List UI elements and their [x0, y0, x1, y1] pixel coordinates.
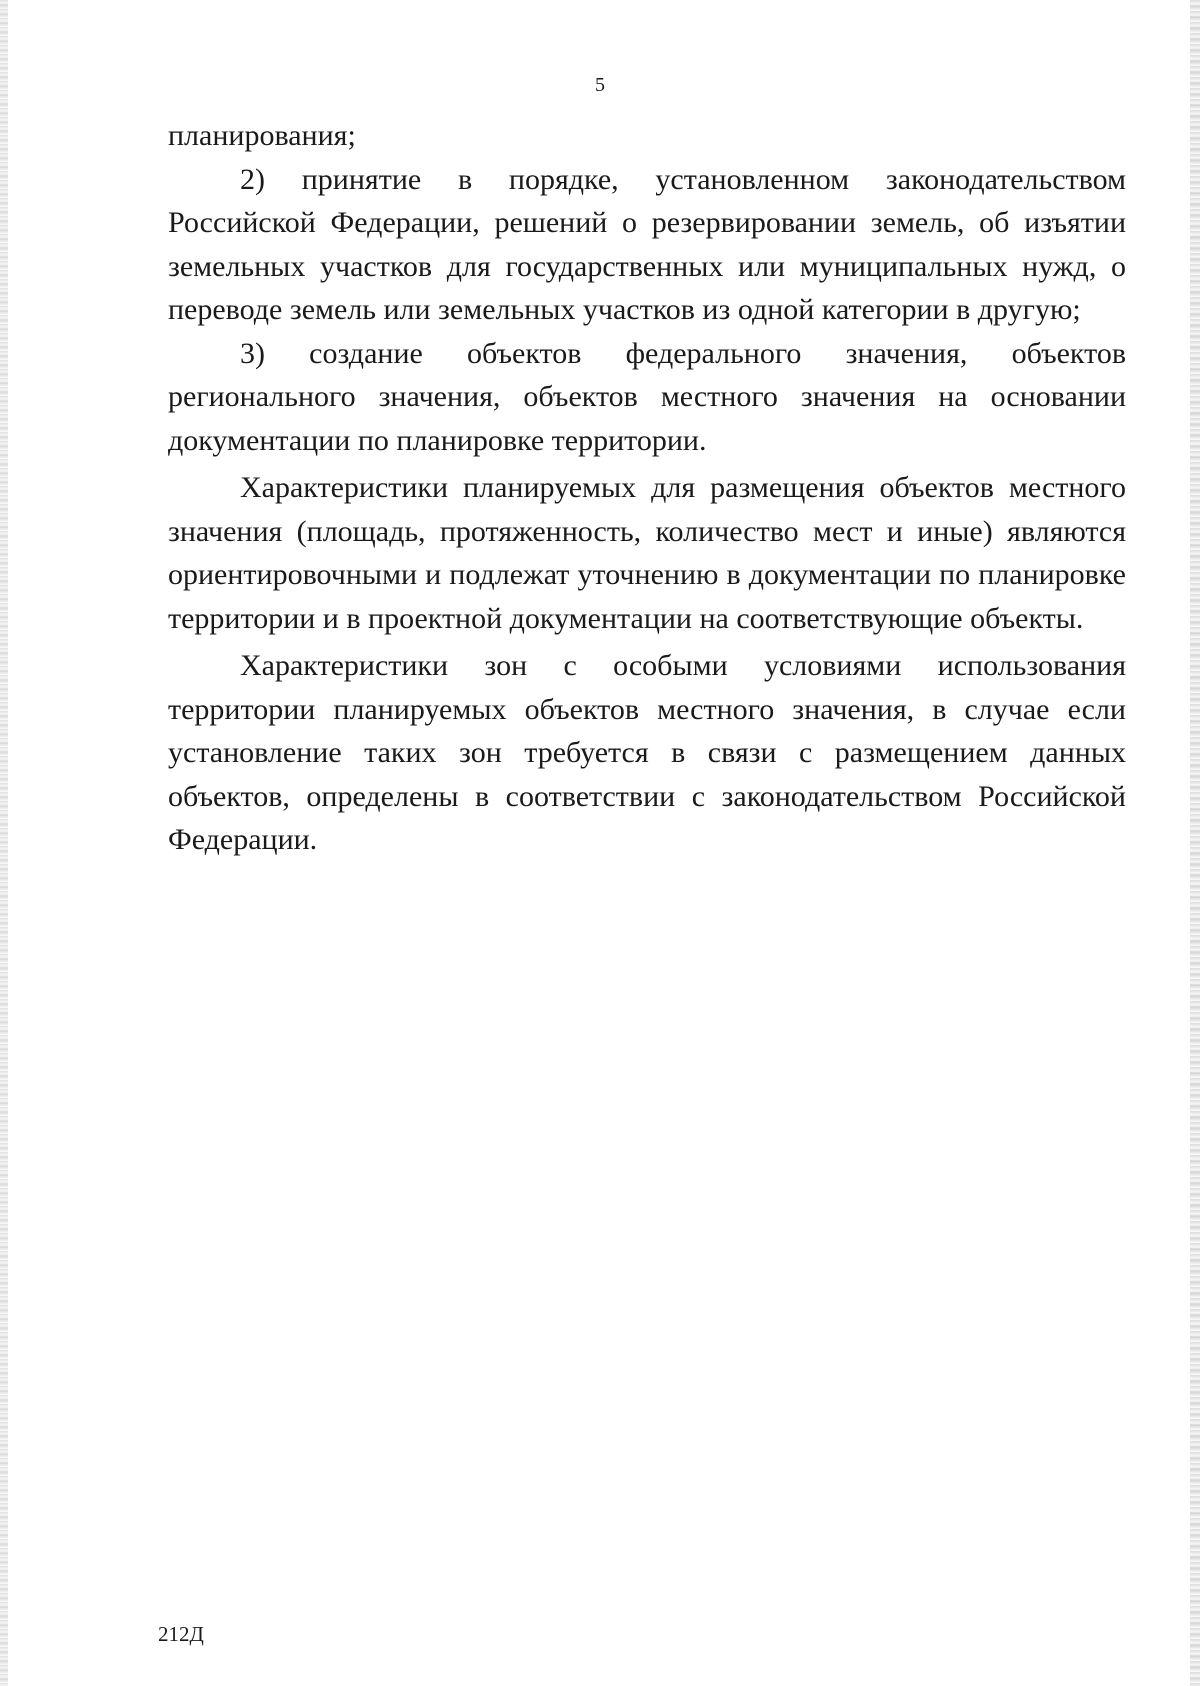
paragraph-item-3: 3) создание объектов федерального значения, объектов регионального значения, объектов местного значения на основании документации по планировке территории. — [168, 336, 1126, 457]
page-number: 5 — [595, 74, 605, 96]
footer-document-code: 212Д — [158, 1622, 204, 1646]
scan-edge-right — [1190, 0, 1200, 1686]
paragraph-characteristics-zones: Характеристики зон с особыми условиями использования территории планируемых объектов местного значения, в случае если установление таких зон требуется в связи с размещением данных объектов, определены в соответствии с законодательством Российской Федерации. — [168, 649, 1126, 856]
paragraph-characteristics-objects: Характеристики планируемых для размещения объектов местного значения (площадь, протяженность, количество мест и иные) являются ориентировочными и подлежат уточнению в документации по планировке территории и в проектной документации на соответствующие объекты. — [168, 471, 1126, 635]
paragraph-continuation: планирования; — [168, 119, 356, 152]
scan-edge-left — [0, 0, 8, 1686]
document-body — [168, 114, 1126, 862]
paragraph-item-2: 2) принятие в порядке, установленном законодательством Российской Федерации, решений о резервировании земель, об изъятии земельных участков для государственных или муниципальных нужд, о переводе земель или земельных участков из одной категории в другую; — [168, 162, 1126, 326]
